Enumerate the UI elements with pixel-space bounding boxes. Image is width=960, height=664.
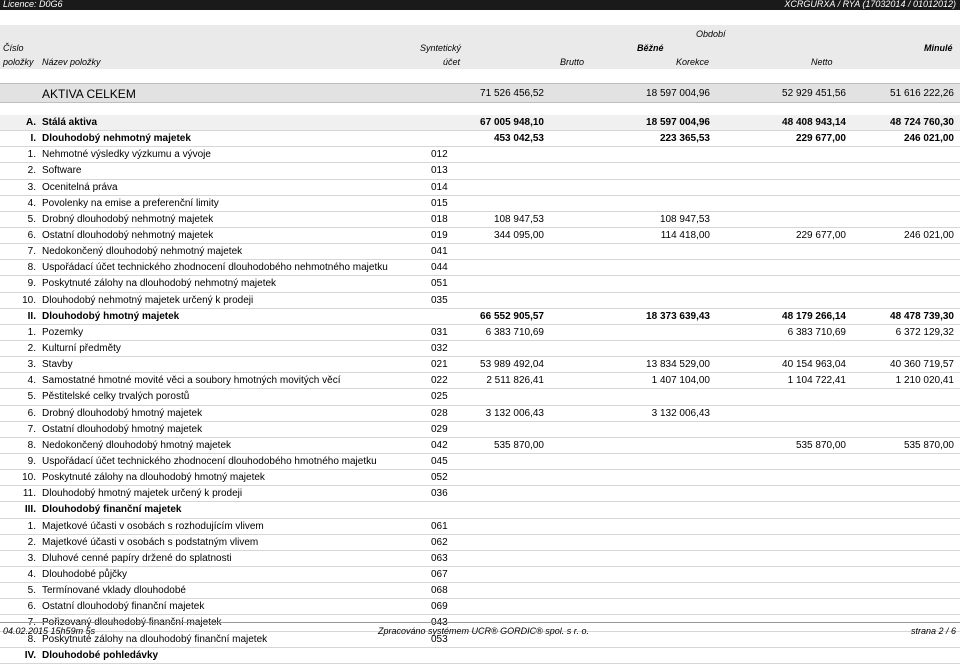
- row-minule: 246 021,00: [903, 229, 954, 241]
- row-korekce: 18 597 004,96: [646, 117, 710, 128]
- table-row: [0, 357, 960, 373]
- row-name: Dlouhodobý nehmotný majetek: [42, 133, 191, 145]
- row-number: 5.: [27, 213, 36, 225]
- row-name: Ostatní dlouhodobý hmotný majetek: [42, 423, 203, 435]
- header-netto: Netto: [811, 57, 833, 67]
- row-number: 2.: [27, 536, 36, 548]
- row-number: 1.: [27, 520, 36, 532]
- row-brutto: 344 095,00: [493, 229, 544, 241]
- row-name: Dlouhodobé pohledávky: [42, 649, 159, 661]
- table-row: [0, 438, 960, 454]
- row-account: 061: [431, 520, 448, 532]
- table-row: [0, 212, 960, 228]
- row-name: Majetkové účasti v osobách s rozhodujícím vlivem: [42, 520, 264, 532]
- row-number: 2.: [27, 165, 36, 177]
- row-netto: 40 154 963,04: [782, 359, 846, 371]
- row-netto: 229 677,00: [795, 229, 846, 241]
- row-name: Nehmotné výsledky výzkumu a vývoje: [42, 149, 211, 161]
- row-number: 6.: [27, 407, 36, 419]
- row-number: 11.: [22, 488, 36, 500]
- row-number: 8.: [27, 633, 36, 645]
- row-number: 4.: [27, 568, 36, 580]
- header-nazev: Název položky: [42, 57, 101, 67]
- table-row: [0, 228, 960, 244]
- row-netto: 6 383 710,69: [787, 326, 846, 338]
- row-name: Ostatní dlouhodobý finanční majetek: [42, 601, 205, 613]
- row-number: 3.: [27, 359, 36, 371]
- row-account: 029: [431, 423, 448, 435]
- total-netto: 52 929 451,56: [782, 88, 846, 99]
- row-account: 035: [431, 294, 448, 306]
- row-number: IV.: [24, 649, 36, 661]
- row-korekce: 1 407 104,00: [651, 375, 710, 387]
- table-row: [0, 406, 960, 422]
- table-row: [0, 309, 960, 325]
- row-minule: 48 724 760,30: [890, 117, 954, 128]
- report-code: XCRGURXA / RYA (17032014 / 01012012): [784, 0, 956, 9]
- row-number: 6.: [27, 601, 36, 613]
- row-account: 025: [431, 391, 448, 403]
- row-number: 3.: [27, 181, 36, 193]
- table-row: [0, 196, 960, 212]
- row-brutto: 453 042,53: [493, 133, 544, 145]
- row-korekce: 223 365,53: [659, 133, 710, 145]
- row-name: Pořizovaný dlouhodobý finanční majetek: [42, 617, 222, 629]
- table-row: [0, 583, 960, 599]
- row-name: Poskytnuté zálohy na dlouhodobý nehmotný majetek: [42, 278, 277, 290]
- row-minule: 6 372 129,32: [895, 326, 954, 338]
- header-brutto: Brutto: [560, 57, 585, 67]
- row-minule: 535 870,00: [903, 439, 954, 451]
- row-number: I.: [30, 133, 36, 145]
- row-number: 10.: [22, 294, 36, 306]
- row-account: 041: [431, 246, 448, 258]
- balance-table: [0, 115, 960, 664]
- row-korekce: 3 132 006,43: [651, 407, 710, 419]
- table-row: [0, 535, 960, 551]
- footer-date: 04.02.2015 15h59m 5s: [3, 626, 96, 636]
- table-row: [0, 373, 960, 389]
- total-brutto: 71 526 456,52: [480, 88, 544, 99]
- row-name: Uspořádací účet technického zhodnocení dlouhodobého hmotného majetku: [42, 455, 377, 467]
- row-minule: 40 360 719,57: [890, 359, 954, 371]
- table-row: [0, 293, 960, 309]
- row-minule: 246 021,00: [903, 133, 954, 145]
- table-row: [0, 147, 960, 163]
- row-account: 032: [431, 342, 448, 354]
- row-brutto: 66 552 905,57: [480, 310, 544, 322]
- header-syntet: Syntetický: [420, 43, 462, 53]
- row-name: Uspořádací účet technického zhodnocení dlouhodobého nehmotného majetku: [42, 262, 388, 274]
- row-name: Majetkové účasti v osobách s podstatným vlivem: [42, 536, 259, 548]
- row-netto: 535 870,00: [795, 439, 846, 451]
- row-account: 068: [431, 585, 448, 597]
- row-number: 3.: [27, 552, 36, 564]
- row-number: 5.: [27, 391, 36, 403]
- row-minule: 1 210 020,41: [895, 375, 954, 387]
- row-name: Dlouhodobé půjčky: [42, 568, 128, 580]
- row-number: A.: [26, 117, 36, 128]
- row-name: Poskytnuté zálohy na dlouhodobý finanční majetek: [42, 633, 268, 645]
- row-name: Software: [42, 165, 82, 177]
- row-name: Drobný dlouhodobý hmotný majetek: [42, 407, 203, 419]
- table-row: [0, 470, 960, 486]
- row-minule: 48 478 739,30: [890, 310, 954, 322]
- row-number: 4.: [27, 375, 36, 387]
- row-account: 044: [431, 262, 448, 274]
- table-row: [0, 244, 960, 260]
- row-number: 9.: [27, 455, 36, 467]
- row-name: Ostatní dlouhodobý nehmotný majetek: [42, 229, 214, 241]
- row-number: 1.: [27, 326, 36, 338]
- row-account: 028: [431, 407, 448, 419]
- row-number: 1.: [27, 149, 36, 161]
- row-account: 063: [431, 552, 448, 564]
- header-minule: Minulé: [924, 43, 953, 53]
- footer-page: strana 2 / 6: [910, 626, 956, 636]
- header-cislo: Číslo: [3, 43, 24, 53]
- row-brutto: 6 383 710,69: [485, 326, 544, 338]
- row-name: Drobný dlouhodobý nehmotný majetek: [42, 213, 214, 225]
- table-row: [0, 502, 960, 518]
- total-row: [0, 83, 960, 103]
- row-number: 4.: [27, 197, 36, 209]
- row-name: Pěstitelské celky trvalých porostů: [42, 391, 190, 403]
- total-minule: 51 616 222,26: [890, 88, 954, 99]
- row-number: 7.: [27, 617, 36, 629]
- row-brutto: 2 511 826,41: [486, 375, 544, 387]
- row-number: 8.: [27, 262, 36, 274]
- row-korekce: 108 947,53: [659, 213, 710, 225]
- row-account: 019: [431, 229, 448, 241]
- row-account: 031: [431, 326, 448, 338]
- row-name: Poskytnuté zálohy na dlouhodobý hmotný majetek: [42, 472, 265, 484]
- table-row: [0, 599, 960, 615]
- row-account: 012: [431, 149, 448, 161]
- table-row: [0, 454, 960, 470]
- row-account: 052: [431, 472, 448, 484]
- row-number: 2.: [27, 342, 36, 354]
- row-account: 022: [431, 375, 448, 387]
- table-row: [0, 519, 960, 535]
- table-row: [0, 486, 960, 502]
- row-number: 6.: [27, 229, 36, 241]
- row-account: 013: [431, 165, 448, 177]
- row-number: III.: [24, 504, 36, 516]
- header-polozky: položky: [3, 57, 34, 67]
- row-name: Kulturní předměty: [42, 342, 121, 354]
- row-brutto: 535 870,00: [493, 439, 544, 451]
- row-name: Dlouhodobý finanční majetek: [42, 504, 182, 516]
- total-label: AKTIVA CELKEM: [42, 87, 136, 101]
- page-footer: [0, 622, 960, 637]
- row-korekce: 18 373 639,43: [646, 310, 710, 322]
- row-netto: 48 179 266,14: [782, 310, 846, 322]
- row-number: 9.: [27, 278, 36, 290]
- table-row: [0, 648, 960, 664]
- row-account: 043: [431, 617, 448, 629]
- table-row: [0, 163, 960, 179]
- table-row: [0, 422, 960, 438]
- row-account: 051: [431, 278, 448, 290]
- table-row: [0, 551, 960, 567]
- header-ucet: účet: [443, 57, 461, 67]
- row-korekce: 13 834 529,00: [646, 359, 710, 371]
- row-brutto: 53 989 492,04: [480, 359, 544, 371]
- table-row: [0, 260, 960, 276]
- row-account: 045: [431, 455, 448, 467]
- row-account: 062: [431, 536, 448, 548]
- row-netto: 1 104 722,41: [787, 375, 846, 387]
- row-name: Termínované vklady dlouhodobé: [42, 585, 186, 597]
- table-row: [0, 325, 960, 341]
- row-account: 053: [431, 633, 448, 645]
- row-name: Samostatné hmotné movité věci a soubory hmotných movitých věcí: [42, 375, 341, 387]
- row-account: 018: [431, 213, 448, 225]
- row-name: Dlouhodobý hmotný majetek určený k prodeji: [42, 488, 243, 500]
- row-account: 067: [431, 568, 448, 580]
- header-korekce: Korekce: [676, 57, 710, 67]
- row-netto: 48 408 943,14: [782, 117, 846, 128]
- row-name: Pozemky: [42, 326, 84, 338]
- header-bezne: Běžné: [637, 43, 664, 53]
- row-account: 015: [431, 197, 448, 209]
- row-account: 014: [431, 181, 448, 193]
- total-korekce: 18 597 004,96: [646, 88, 710, 99]
- row-korekce: 114 418,00: [660, 229, 710, 241]
- row-number: II.: [27, 310, 36, 322]
- row-account: 021: [431, 359, 448, 371]
- table-row: [0, 131, 960, 147]
- row-name: Povolenky na emise a preferenční limity: [42, 197, 219, 209]
- row-netto: 229 677,00: [795, 133, 846, 145]
- row-name: Dluhové cenné papíry držené do splatnosti: [42, 552, 232, 564]
- row-name: Stavby: [42, 359, 73, 371]
- table-row: [0, 567, 960, 583]
- row-name: Stálá aktiva: [42, 117, 98, 128]
- row-brutto: 3 132 006,43: [485, 407, 544, 419]
- header-obdobi: Období: [696, 29, 726, 39]
- licence-label: Licence: D0G6: [3, 0, 63, 9]
- footer-system: Zpracováno systémem UCR® GORDIC® spol. s r. o.: [378, 626, 589, 636]
- row-account: 042: [431, 439, 448, 451]
- table-header: [0, 25, 960, 69]
- row-brutto: 67 005 948,10: [480, 117, 544, 128]
- row-name: Dlouhodobý nehmotný majetek určený k prodeji: [42, 294, 254, 306]
- row-account: 069: [431, 601, 448, 613]
- table-row: [0, 115, 960, 131]
- top-bar: [0, 0, 960, 10]
- table-row: [0, 341, 960, 357]
- row-number: 10.: [22, 472, 36, 484]
- table-row: [0, 180, 960, 196]
- row-number: 5.: [27, 585, 36, 597]
- row-name: Nedokončený dlouhodobý nehmotný majetek: [42, 246, 243, 258]
- row-name: Dlouhodobý hmotný majetek: [42, 310, 180, 322]
- row-name: Nedokončený dlouhodobý hmotný majetek: [42, 439, 232, 451]
- row-brutto: 108 947,53: [493, 213, 544, 225]
- row-number: 7.: [27, 423, 36, 435]
- row-name: Ocenitelná práva: [42, 181, 118, 193]
- row-number: 8.: [27, 439, 36, 451]
- table-row: [0, 389, 960, 405]
- row-number: 7.: [27, 246, 36, 258]
- table-row: [0, 276, 960, 292]
- row-account: 036: [431, 488, 448, 500]
